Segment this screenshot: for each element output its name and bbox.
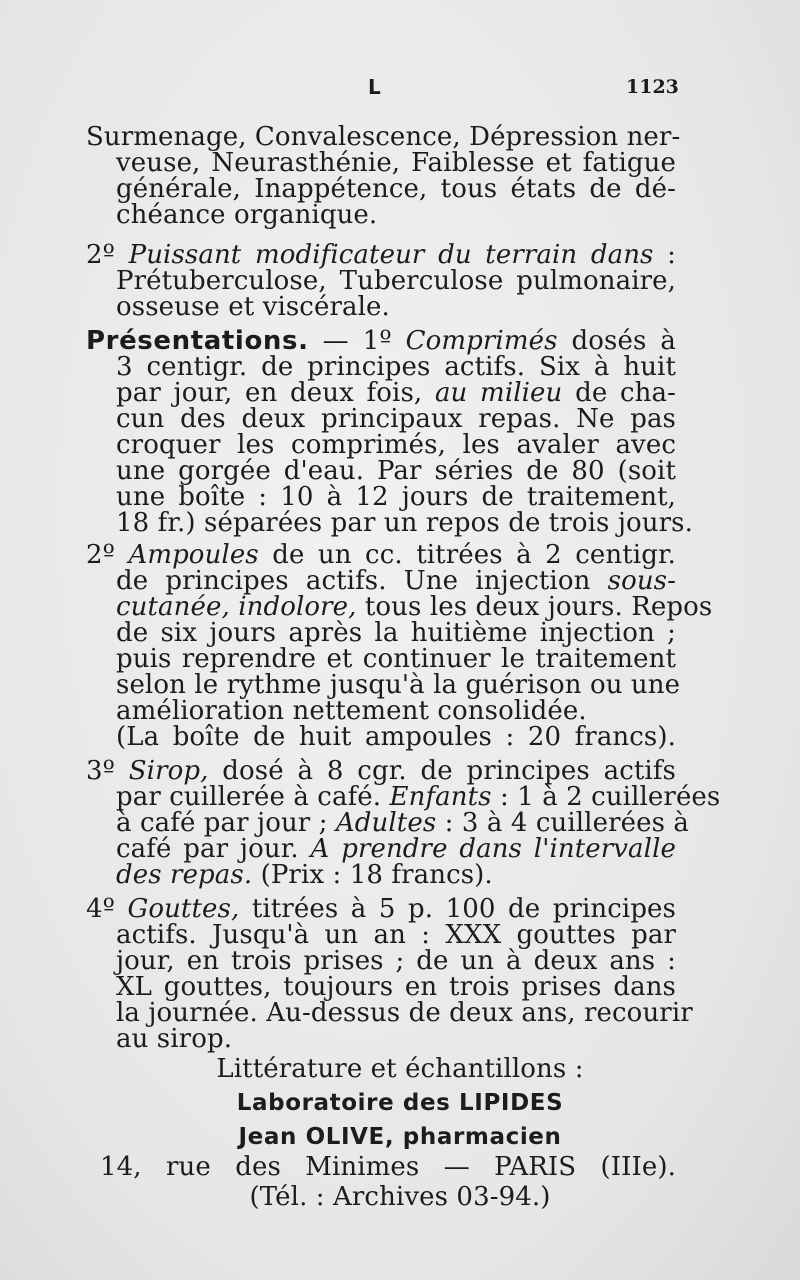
- item-number: 1º: [362, 326, 392, 356]
- text-span: titrées à 5 p. 100 de principes: [239, 894, 676, 924]
- italic-phrase: A prendre dans l'intervalle: [310, 834, 676, 864]
- text-line: veuse, Neurasthénie, Faiblesse et fatigue: [116, 148, 676, 178]
- text-line: cun des deux principaux repas. Ne pas: [116, 404, 676, 434]
- italic-phrase: Puissant modificateur du terrain dans: [128, 240, 654, 270]
- italic-phrase: cutanée, indolore,: [116, 592, 357, 622]
- text-line: [116, 568, 676, 594]
- text-line: (La boîte de huit ampoules : 20 francs).: [116, 722, 676, 752]
- text-line: osseuse et viscérale.: [116, 292, 390, 322]
- laboratory-name: Laboratoire des LIPIDES: [236, 1090, 564, 1116]
- text-line: Prétuberculose, Tuberculose pulmonaire,: [116, 266, 676, 296]
- text-span: : 1 à 2 cuillerées: [491, 782, 721, 812]
- text-line: [86, 542, 676, 568]
- section-letter: L: [368, 75, 381, 99]
- text-span: café par jour.: [116, 834, 311, 864]
- italic-phrase: Adultes: [335, 808, 437, 838]
- text-span: dosé à 8 cgr. de principes actifs: [208, 756, 676, 786]
- text-line: [116, 836, 676, 862]
- text-span: de cha-: [575, 378, 676, 408]
- text-line: [116, 380, 676, 406]
- text-line: [116, 808, 689, 838]
- address-line: 14, rue des Minimes — PARIS (IIIe).: [100, 1152, 676, 1182]
- text-span: : 3 à 4 cuillerées à: [436, 808, 689, 838]
- text-line: 3 centigr. de principes actifs. Six à huit: [116, 352, 676, 382]
- literature-line: Littérature et échantillons :: [216, 1054, 584, 1084]
- italic-phrase: Enfants: [389, 782, 492, 812]
- text-line: [116, 782, 721, 812]
- text-line: actifs. Jusqu'à un an : XXX gouttes par: [116, 920, 676, 950]
- text-span: de principes actifs. Une injection: [116, 566, 608, 596]
- item-number: 4º: [86, 894, 115, 924]
- text-span: de un cc. titrées à 2 centigr.: [258, 540, 676, 570]
- text-line: [86, 328, 676, 354]
- italic-phrase: sous-: [607, 566, 676, 596]
- text-line: selon le rythme jusqu'à la guérison ou une: [116, 670, 681, 700]
- text-span: dosés à: [557, 326, 676, 356]
- italic-phrase: au milieu: [434, 378, 563, 408]
- text-span: à café par jour ;: [116, 808, 336, 838]
- item-number: 2º: [86, 240, 115, 270]
- text-line: une gorgée d'eau. Par séries de 80 (soit: [116, 456, 676, 486]
- text-line: de six jours après la huitième injection ;: [116, 618, 676, 648]
- text-line: au sirop.: [116, 1024, 233, 1054]
- text-line: [86, 758, 676, 784]
- item-number: 3º: [86, 756, 115, 786]
- text-span: par jour, en deux fois,: [116, 378, 423, 408]
- page-number: 1123: [626, 76, 679, 98]
- item-title: Sirop,: [128, 756, 209, 786]
- pharmacist-name: Jean OLIVE, pharmacien: [238, 1124, 562, 1150]
- text-line: générale, Inappétence, tous états de dé-: [116, 174, 676, 204]
- text-span: (Prix : 18 francs).: [252, 860, 493, 890]
- text-line: [116, 862, 493, 888]
- text-span: tous les deux jours. Repos: [356, 592, 713, 622]
- text-span: par cuillerée à café.: [116, 782, 390, 812]
- phone-line: (Tél. : Archives 03-94.): [249, 1182, 551, 1212]
- text-line: [116, 592, 713, 622]
- text-line: [86, 896, 676, 922]
- text-line: la journée. Au-dessus de deux ans, recourir: [116, 998, 693, 1028]
- item-title: Ampoules: [128, 540, 259, 570]
- text-line: chéance organique.: [116, 200, 378, 230]
- section-heading: Présentations.: [86, 326, 309, 356]
- text-line: 18 fr.) séparées par un repos de trois jours.: [116, 508, 693, 538]
- text-line: amélioration nettement consolidée.: [116, 696, 587, 726]
- italic-phrase: des repas.: [116, 860, 253, 890]
- text-line: Surmenage, Convalescence, Dépression ner-: [86, 122, 681, 152]
- item-number: 2º: [86, 540, 115, 570]
- text-line: puis reprendre et continuer le traitement: [116, 644, 676, 674]
- text-line: une boîte : 10 à 12 jours de traitement,: [116, 482, 676, 512]
- text-line: jour, en trois prises ; de un à deux ans :: [116, 946, 676, 976]
- dash: —: [308, 326, 349, 356]
- punctuation: :: [653, 240, 676, 270]
- text-line: croquer les comprimés, les avaler avec: [116, 430, 676, 460]
- item-title: Gouttes,: [127, 894, 240, 924]
- text-line: XL gouttes, toujours en trois prises dans: [116, 972, 676, 1002]
- item-title: Comprimés: [405, 326, 558, 356]
- text-line: [86, 242, 676, 268]
